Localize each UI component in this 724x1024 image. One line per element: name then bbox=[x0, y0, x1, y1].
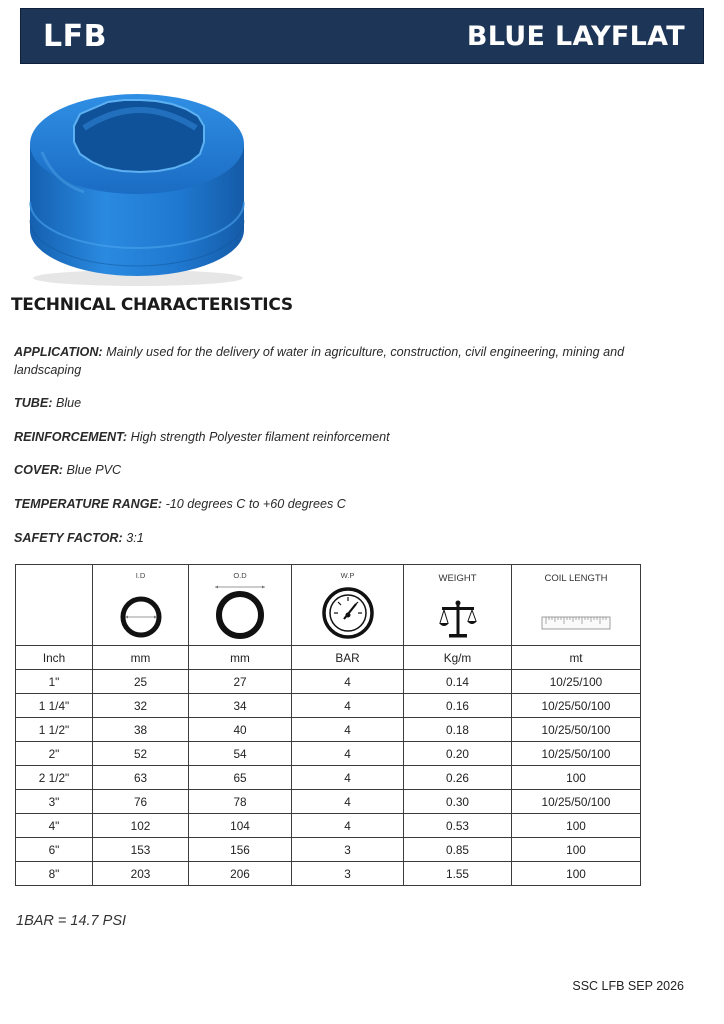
unit-cell: BAR bbox=[292, 646, 404, 670]
table-cell: 6" bbox=[16, 838, 93, 862]
units-row bbox=[16, 646, 641, 670]
table-cell: 4 bbox=[292, 718, 404, 742]
table-cell: 203 bbox=[93, 862, 189, 886]
table-row bbox=[16, 814, 641, 838]
empty-cell bbox=[16, 565, 93, 646]
spec-key: COVER: bbox=[14, 463, 63, 477]
table-cell: 25 bbox=[93, 670, 189, 694]
unit-cell: Kg/m bbox=[404, 646, 512, 670]
table-row bbox=[16, 838, 641, 862]
ruler-icon bbox=[540, 611, 612, 639]
table-cell: 3" bbox=[16, 790, 93, 814]
product-image bbox=[14, 82, 260, 288]
spec-reinforcement bbox=[14, 428, 674, 446]
coil-length-caption: COIL LENGTH bbox=[544, 573, 608, 584]
table-row bbox=[16, 670, 641, 694]
spec-value: Mainly used for the delivery of water in agriculture, construction, civil engineering, mining and landscaping bbox=[14, 345, 625, 377]
pressure-gauge-icon bbox=[320, 587, 376, 639]
table-cell: 3 bbox=[292, 838, 404, 862]
table-cell: 4 bbox=[292, 670, 404, 694]
table-cell: 0.16 bbox=[404, 694, 512, 718]
table-cell: 40 bbox=[189, 718, 292, 742]
od-caption: O.D bbox=[233, 571, 247, 580]
table-cell: 65 bbox=[189, 766, 292, 790]
table-cell: 102 bbox=[93, 814, 189, 838]
spec-temperature-range bbox=[14, 495, 674, 513]
spec-key: TEMPERATURE RANGE: bbox=[14, 497, 163, 511]
table-row bbox=[16, 790, 641, 814]
table-cell: 4 bbox=[292, 814, 404, 838]
wp-caption: W.P bbox=[340, 571, 355, 580]
technical-table bbox=[15, 564, 641, 886]
inner-diameter-icon bbox=[113, 593, 169, 639]
spec-value: -10 degrees C to +60 degrees C bbox=[165, 497, 346, 511]
table-cell: 1 1/2" bbox=[16, 718, 93, 742]
table-cell: 4 bbox=[292, 694, 404, 718]
document-code: SSC LFB SEP 2026 bbox=[572, 979, 684, 993]
spec-application bbox=[14, 343, 674, 379]
table-cell: 76 bbox=[93, 790, 189, 814]
table-cell: 34 bbox=[189, 694, 292, 718]
spec-key: SAFETY FACTOR: bbox=[14, 531, 123, 545]
table-cell: 1 1/4" bbox=[16, 694, 93, 718]
wp-header-cell bbox=[292, 565, 404, 646]
table-cell: 3 bbox=[292, 862, 404, 886]
id-caption: I.D bbox=[135, 571, 146, 580]
table-row bbox=[16, 742, 641, 766]
table-cell: 10/25/50/100 bbox=[512, 694, 641, 718]
table-cell: 0.85 bbox=[404, 838, 512, 862]
product-name: BLUE LAYFLAT bbox=[466, 20, 685, 52]
table-cell: 0.53 bbox=[404, 814, 512, 838]
table-cell: 32 bbox=[93, 694, 189, 718]
unit-cell: mm bbox=[189, 646, 292, 670]
spec-cover bbox=[14, 461, 674, 479]
table-row bbox=[16, 766, 641, 790]
scale-icon bbox=[438, 599, 478, 639]
unit-cell: mt bbox=[512, 646, 641, 670]
table-cell: 10/25/50/100 bbox=[512, 718, 641, 742]
brand-name: LFB bbox=[43, 18, 107, 54]
od-header-cell bbox=[189, 565, 292, 646]
table-row bbox=[16, 694, 641, 718]
table-cell: 8" bbox=[16, 862, 93, 886]
spec-tube bbox=[14, 394, 674, 412]
table-cell: 38 bbox=[93, 718, 189, 742]
table-cell: 0.26 bbox=[404, 766, 512, 790]
table-cell: 63 bbox=[93, 766, 189, 790]
table-cell: 10/25/50/100 bbox=[512, 790, 641, 814]
table-cell: 27 bbox=[189, 670, 292, 694]
spec-value: High strength Polyester filament reinforcement bbox=[130, 430, 390, 444]
table-cell: 1" bbox=[16, 670, 93, 694]
table-cell: 0.30 bbox=[404, 790, 512, 814]
table-cell: 4 bbox=[292, 742, 404, 766]
table-cell: 100 bbox=[512, 862, 641, 886]
table-cell: 100 bbox=[512, 766, 641, 790]
table-cell: 10/25/50/100 bbox=[512, 742, 641, 766]
table-cell: 52 bbox=[93, 742, 189, 766]
table-cell: 153 bbox=[93, 838, 189, 862]
outer-diameter-icon bbox=[210, 583, 270, 639]
table-row bbox=[16, 718, 641, 742]
table-cell: 2" bbox=[16, 742, 93, 766]
spec-key: APPLICATION: bbox=[14, 345, 103, 359]
table-cell: 0.18 bbox=[404, 718, 512, 742]
table-cell: 10/25/100 bbox=[512, 670, 641, 694]
table-cell: 104 bbox=[189, 814, 292, 838]
table-row bbox=[16, 862, 641, 886]
table-cell: 54 bbox=[189, 742, 292, 766]
spec-key: TUBE: bbox=[14, 396, 53, 410]
spec-value: 3:1 bbox=[126, 531, 144, 545]
spec-value: Blue PVC bbox=[66, 463, 122, 477]
table-cell: 206 bbox=[189, 862, 292, 886]
table-cell: 1.55 bbox=[404, 862, 512, 886]
spec-value: Blue bbox=[55, 396, 82, 410]
pressure-conversion-note: 1BAR = 14.7 PSI bbox=[16, 913, 127, 929]
table-cell: 0.14 bbox=[404, 670, 512, 694]
spec-safety-factor bbox=[14, 529, 674, 547]
section-title: TECHNICAL CHARACTERISTICS bbox=[11, 295, 293, 315]
table-cell: 2 1/2" bbox=[16, 766, 93, 790]
unit-cell: Inch bbox=[16, 646, 93, 670]
id-header-cell bbox=[93, 565, 189, 646]
unit-cell: mm bbox=[93, 646, 189, 670]
table-cell: 0.20 bbox=[404, 742, 512, 766]
table-cell: 78 bbox=[189, 790, 292, 814]
weight-header-cell bbox=[404, 565, 512, 646]
spec-key: REINFORCEMENT: bbox=[14, 430, 128, 444]
table-cell: 100 bbox=[512, 838, 641, 862]
table-cell: 156 bbox=[189, 838, 292, 862]
header-banner bbox=[20, 8, 704, 64]
table-cell: 100 bbox=[512, 814, 641, 838]
table-cell: 4 bbox=[292, 766, 404, 790]
table-cell: 4" bbox=[16, 814, 93, 838]
icon-row bbox=[16, 565, 641, 646]
table-cell: 4 bbox=[292, 790, 404, 814]
weight-caption: WEIGHT bbox=[438, 573, 477, 584]
coil-length-header-cell bbox=[512, 565, 641, 646]
